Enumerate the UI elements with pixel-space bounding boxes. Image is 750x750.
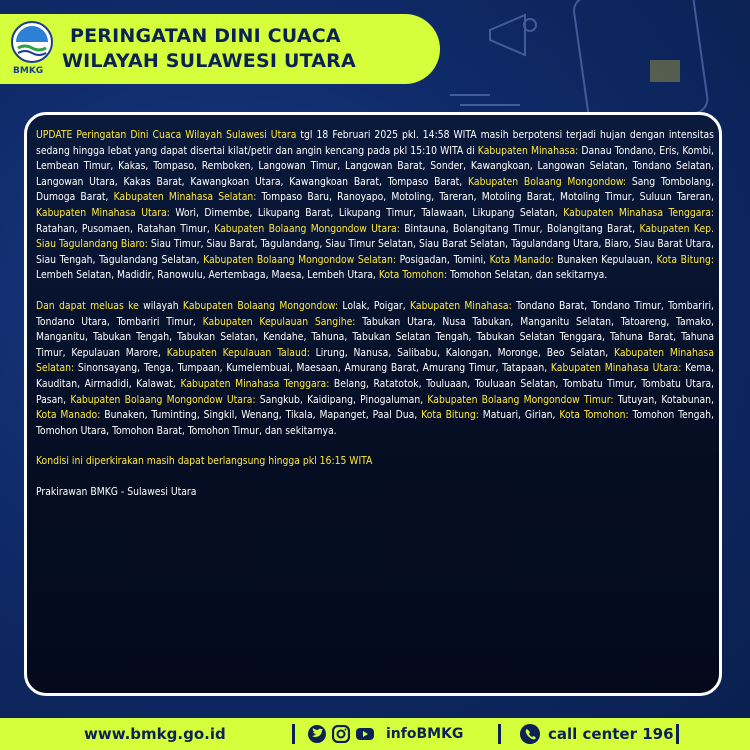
- highlighted-text: Kabupaten Minahasa Tenggara:: [180, 377, 330, 390]
- footer-divider: [676, 724, 679, 744]
- body-text: Sinonsayang, Tenga, Tumpaan, Kumelembuai, Maesaan, Amurang Barat, Amurang Timur, Tatapaan,: [74, 362, 551, 375]
- body-text: Tomohon Selatan, dan sekitarnya.: [447, 269, 608, 282]
- body-text: Tompaso Baru, Ranoyapo, Motoling, Tareran, Motoling Barat, Motoling Timur, Suluun Tareran,: [256, 191, 714, 204]
- highlighted-text: Kabupaten Minahasa:: [477, 144, 579, 157]
- highlighted-text: Kabupaten Minahasa Selatan:: [36, 346, 715, 375]
- decorative-phone-illustration: [430, 0, 730, 120]
- highlighted-text: Kota Tomohon:: [378, 269, 448, 282]
- header-banner: [0, 14, 440, 84]
- highlighted-text: Kota Tomohon:: [559, 409, 629, 422]
- highlighted-text: Kabupaten Bolaang Mongondow:: [182, 299, 339, 312]
- body-text: Tutuyan, Kotabunan,: [613, 393, 714, 406]
- body-text: Tomohon Tengah, Tomohon Utara, Tomohon Barat, Tomohon Timur, dan sekitarnya.: [36, 409, 714, 437]
- body-text: Lirung, Nanusa, Salibabu, Kalongan, Moronge, Beo Selatan,: [309, 346, 614, 359]
- body-text: Tabukan Utara, Nusa Tabukan, Manganitu Selatan, Tatoareng, Tamako, Manganitu, Tabukan Tengah, Tabukan Selatan, Kendahe, Tahuna, Tabukan Selatan Tengah, Tabukan Selatan Tenggara, Tahuna Barat, Tahuna Timur, Kepulauan Marore,: [36, 315, 714, 359]
- social-handle[interactable]: infoBMKG: [386, 726, 464, 742]
- body-text: Lolak, Poigar,: [338, 299, 411, 312]
- highlighted-text: Kabupaten Minahasa Selatan:: [113, 191, 257, 204]
- footer-divider: [292, 724, 295, 744]
- highlighted-text: Kabupaten Bolaang Mongondow:: [468, 175, 627, 188]
- highlighted-text: Kabupaten Minahasa Tenggara:: [563, 206, 715, 219]
- highlighted-text: Kabupaten Bolaang Mongondow Utara:: [214, 222, 400, 235]
- highlighted-text: Kota Bitung:: [421, 409, 479, 422]
- website-link[interactable]: www.bmkg.go.id: [84, 725, 226, 743]
- body-text: Bunaken Kepulauan,: [553, 253, 657, 266]
- highlighted-text: Kabupaten Bolaang Mongondow Selatan:: [203, 253, 396, 266]
- title-line-2: WILAYAH SULAWESI UTARA: [62, 50, 356, 72]
- page-title: [62, 24, 356, 74]
- highlighted-text: Kota Bitung:: [656, 253, 714, 266]
- body-text: Lembeh Selatan, Madidir, Ranowulu, Aertembaga, Maesa, Lembeh Utara,: [36, 269, 379, 282]
- twitter-icon[interactable]: [308, 725, 326, 743]
- body-text: Sang Tombolang, Dumoga Barat,: [36, 175, 715, 204]
- whatsapp-phone-icon: [520, 724, 540, 744]
- paragraph-forecaster: [36, 485, 714, 501]
- highlighted-text: Kabupaten Bolaang Mongondow Utara:: [70, 393, 256, 406]
- paragraph-main: [36, 128, 714, 284]
- body-text: tgl 18 Februari 2025 pkl. 14:58 WITA masih berpotensi terjadi hujan dengan intensitas sedang hingga lebat yang dapat disertai kilat/petir dan angin kencang pada pkl 15:10 WITA di: [36, 129, 714, 157]
- highlighted-text: Kabupaten Kepulauan Sangihe:: [202, 315, 356, 328]
- highlighted-text: Kabupaten Kep. Siau Tagulandang Biaro:: [36, 222, 714, 251]
- highlighted-text: Kota Manado:: [36, 409, 101, 422]
- footer-divider: [498, 724, 501, 744]
- paragraph-spread: [36, 299, 714, 439]
- body-text: Bintauna, Bolangitang Timur, Bolangitang Barat,: [399, 222, 640, 235]
- youtube-icon[interactable]: [356, 725, 374, 743]
- call-center: call center 196: [548, 725, 674, 743]
- body-text: Sangkub, Kaidipang, Pinogaluman,: [255, 393, 428, 406]
- highlighted-text: UPDATE Peringatan Dini Cuaca Wilayah Sulawesi Utara: [36, 129, 297, 141]
- body-text: Wori, Dimembe, Likupang Barat, Likupang Timur, Talawaan, Likupang Selatan,: [169, 206, 564, 219]
- paragraph-duration: [36, 454, 714, 470]
- highlighted-text: Kabupaten Bolaang Mongondow Timur:: [427, 393, 614, 406]
- highlighted-text: Kabupaten Minahasa Utara:: [36, 206, 170, 219]
- body-text: Ratahan, Pusomaen, Ratahan Timur,: [36, 222, 215, 235]
- body-text: Prakirawan BMKG - Sulawesi Utara: [36, 485, 197, 498]
- instagram-icon[interactable]: [332, 725, 350, 743]
- title-line-1: PERINGATAN DINI CUACA: [70, 25, 341, 47]
- highlighted-text: Dan dapat meluas ke: [36, 299, 139, 312]
- warning-content: [36, 128, 714, 515]
- body-text: Danau Tondano, Eris, Kombi, Lembean Timur, Kakas, Tompaso, Remboken, Langowan Timur, Langowan Barat, Sonder, Kawangkoan, Langowan Selatan, Tondano Selatan, Langowan Utara, Kakas Barat, Kawangkoan Utara, Kawangkoan Barat, Tompaso Barat,: [36, 144, 714, 188]
- highlighted-text: Kabupaten Kepulauan Talaud:: [166, 346, 310, 359]
- body-text: wilayah: [138, 299, 183, 312]
- body-text: Kema, Kauditan, Airmadidi, Kalawat,: [36, 362, 714, 390]
- logo-label: BMKG: [13, 66, 44, 76]
- body-text: Siau Timur, Siau Barat, Tagulandang, Siau Timur Selatan, Siau Barat Selatan, Tagulandang Utara, Biaro, Siau Barat Utara, Siau Tengah, Tagulandang Selatan,: [36, 238, 715, 266]
- highlighted-text: Kabupaten Minahasa Utara:: [550, 362, 682, 375]
- body-text: Bunaken, Tuminting, Singkil, Wenang, Tikala, Mapanget, Paal Dua,: [100, 409, 422, 422]
- body-text: Posigadan, Tomini,: [395, 253, 490, 266]
- body-text: Tondano Barat, Tondano Timur, Tombariri, Tondano Utara, Tombariri Timur,: [36, 299, 714, 328]
- body-text: Matuari, Girian,: [478, 409, 560, 422]
- body-text: Belang, Ratatotok, Touluaan, Touluaan Selatan, Tombatu Timur, Tombatu Utara, Pasan,: [36, 377, 714, 406]
- highlighted-text: Kota Manado:: [489, 253, 554, 266]
- highlighted-text: Kabupaten Minahasa:: [410, 299, 512, 312]
- social-icons: [308, 725, 374, 743]
- footer-bar: [0, 718, 750, 750]
- highlighted-text: Kondisi ini diperkirakan masih dapat berlangsung hingga pkl 16:15 WITA: [36, 455, 373, 468]
